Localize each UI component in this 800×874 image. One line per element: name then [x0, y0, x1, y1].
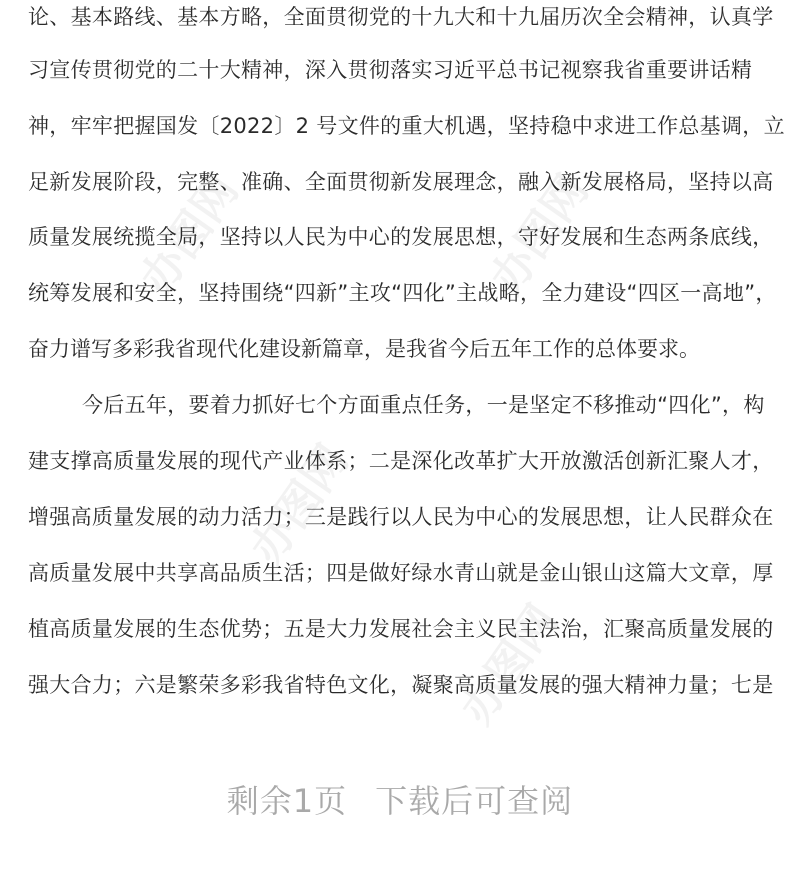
paragraph-line: 神，牢牢把握国发〔2022〕2 号文件的重大机遇，坚持稳中求进工作总基调，立 — [28, 114, 785, 138]
paragraph-line: 增强高质量发展的动力活力；三是践行以人民为中心的发展思想，让人民群众在 — [28, 505, 774, 529]
paragraph-line: 植高质量发展的生态优势；五是大力发展社会主义民主法治，汇聚高质量发展的 — [28, 617, 774, 641]
remaining-pages-banner[interactable] — [0, 776, 800, 822]
watermark: 办图网 — [480, 165, 599, 304]
paragraph-line: 统筹发展和安全，坚持围绕“四新”主攻“四化”主战略，全力建设“四区一高地”， — [28, 281, 777, 305]
remaining-pages-label: 剩余1页 — [226, 782, 348, 820]
watermark: 办图网 — [450, 595, 569, 734]
watermark: 办图网 — [130, 165, 249, 304]
watermark: 办图网 — [240, 435, 359, 574]
paragraph-line: 足新发展阶段，完整、准确、全面贯彻新发展理念，融入新发展格局，坚持以高 — [28, 170, 774, 194]
paragraph-line: 质量发展统揽全局，坚持以人民为中心的发展思想，守好发展和生态两条底线， — [28, 225, 774, 249]
download-to-view-label[interactable]: 下载后可查阅 — [375, 782, 574, 820]
paragraph-line: 今后五年，要着力抓好七个方面重点任务，一是坚定不移推动“四化”，构 — [82, 393, 765, 417]
paragraph-line: 论、基本路线、基本方略，全面贯彻党的十九大和十九届历次全会精神，认真学 — [28, 5, 774, 29]
paragraph-line: 高质量发展中共享高品质生活；四是做好绿水青山就是金山银山这篇大文章，厚 — [28, 561, 774, 585]
paragraph-line: 强大合力；六是繁荣多彩我省特色文化，凝聚高质量发展的强大精神力量；七是 — [28, 673, 774, 697]
paragraph-line: 习宣传贯彻党的二十大精神，深入贯彻落实习近平总书记视察我省重要讲话精 — [28, 58, 753, 82]
paragraph-line: 奋力谱写多彩我省现代化建设新篇章，是我省今后五年工作的总体要求。 — [28, 337, 700, 361]
paragraph-line: 建支撑高质量发展的现代产业体系；二是深化改革扩大开放激活创新汇聚人才， — [28, 449, 774, 473]
